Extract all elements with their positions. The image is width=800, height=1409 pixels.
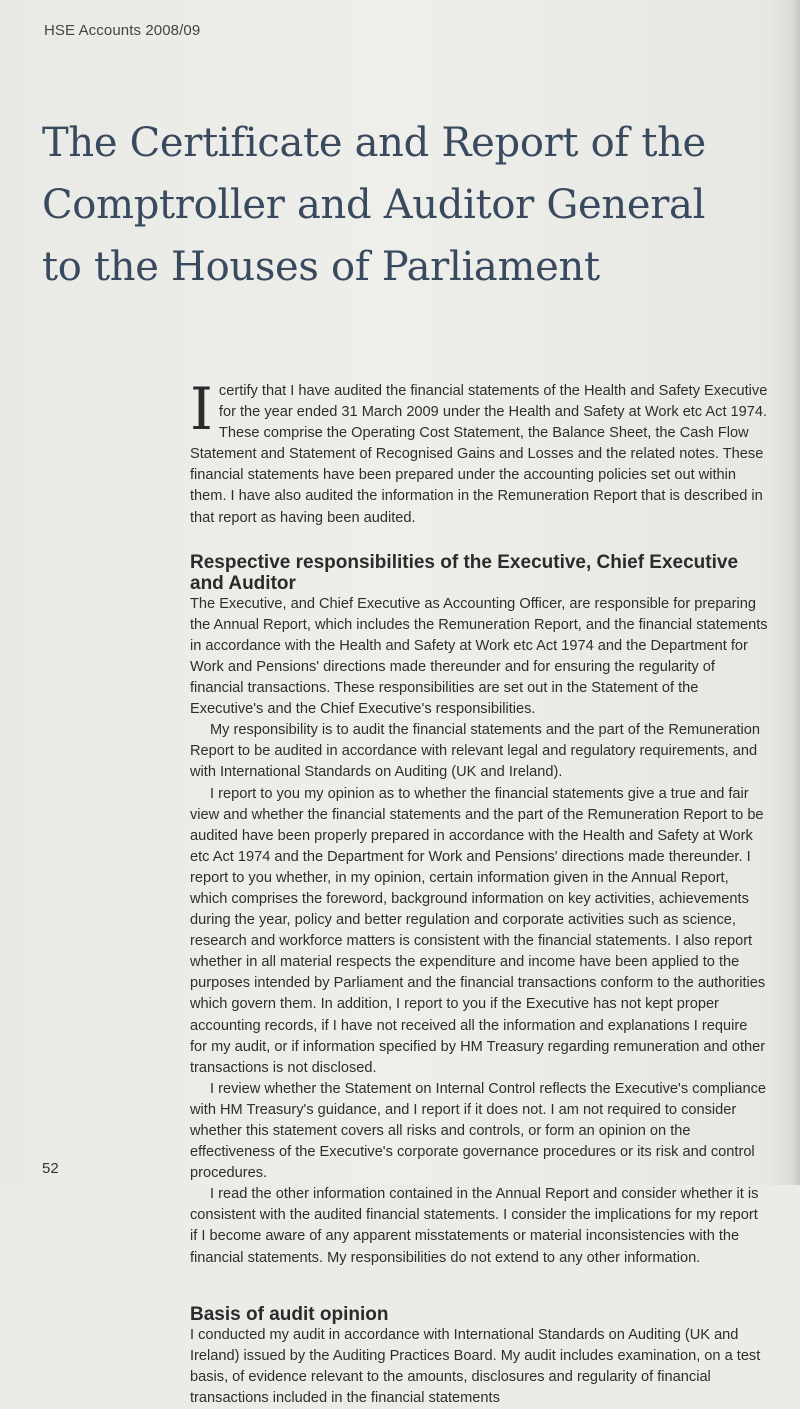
title-line-2: Comptroller and Auditor General bbox=[42, 182, 706, 228]
basis-paragraph-1: I conducted my audit in accordance with International Standards on Auditing (UK and Ireland) issued by the Auditing Practices Board. My audit includes examination, on a test basis, of evidence relevant to the amounts, disclosures and regularity of financial transactions included in the financial statements bbox=[190, 1326, 761, 1406]
responsibilities-paragraph-4: I review whether the Statement on Internal Control reflects the Executive's compliance with HM Treasury's guidance, and I report if it does not. I am not required to consider whether this statement covers all risks and controls, or form an opinion on the effectiveness of the Executive's corporate governance procedures or its risk and control procedures. bbox=[190, 1080, 767, 1182]
page-title bbox=[42, 112, 782, 298]
responsibilities-paragraph-5: I read the other information contained in the Annual Report and consider whether it is consistent with the audited financial statements. I consider the implications for my report if I become aware of any apparent misstatements or material inconsistencies with the financial statements. My responsibilities do not extend to any other information. bbox=[190, 1186, 759, 1266]
report-body bbox=[190, 375, 768, 1409]
intro-text: certify that I have audited the financial statements of the Health and Safety Executive for the year ended 31 March 2009 under the Health and Safety at Work etc Act 1974. These comprise the Operating Cost Statement, the Balance Sheet, the Cash Flow Statement and Statement of Recognised Gains and Losses and the related notes. These financial statements have been prepared under the accounting policies set out within them. I have also audited the information in the Remuneration Report that is described in that report as having been audited. bbox=[190, 383, 768, 526]
responsibilities-paragraph-3: I report to you my opinion as to whether the financial statements give a true and fair view and whether the financial statements and the part of the Remuneration Report to be audited have been properly prepared in accordance with the Health and Safety at Work etc Act 1974 and the Department for Work and Pensions' directions made thereunder. I report to you whether, in my opinion, certain information given in the Annual Report, which comprises the foreword, background information on key activities, achievements during the year, policy and better regulation and corporate activities such as science, research and workforce matters is consistent with the financial statements. I also report whether in all material respects the expenditure and income have been applied to the purposes intended by Parliament and the financial transactions conform to the authorities which govern them. In addition, I report to you if the Executive has not kept proper accounting records, if I have not received all the information and explanations I require for my audit, or if information specified by HM Treasury regarding remuneration and other transactions is not disclosed. bbox=[190, 785, 766, 1076]
responsibilities-paragraph-1: The Executive, and Chief Executive as Accounting Officer, are responsible for preparing the Annual Report, which includes the Remuneration Report, and the financial statements in accordance with the Health and Safety at Work etc Act 1974 and the Department for Work and Pensions' directions made thereunder and for ensuring the regularity of financial transactions. These responsibilities are set out in the Statement of the Executive's and the Chief Executive's responsibilities. bbox=[190, 595, 768, 718]
title-line-3: to the Houses of Parliament bbox=[42, 244, 600, 290]
title-line-1: The Certificate and Report of the bbox=[42, 120, 706, 166]
section-heading-basis-of-opinion: Basis of audit opinion bbox=[190, 1303, 389, 1325]
drop-cap: I bbox=[190, 375, 213, 443]
section-heading-responsibilities: Respective responsibilities of the Executive, Chief Executive and Auditor bbox=[190, 551, 739, 594]
responsibilities-paragraph-2: My responsibility is to audit the financial statements and the part of the Remuneration Report to be audited in accordance with relevant legal and regulatory requirements, and with International Standards on Auditing (UK and Ireland). bbox=[190, 722, 760, 781]
page-number: 52 bbox=[42, 1160, 59, 1177]
running-head: HSE Accounts 2008/09 bbox=[44, 22, 201, 39]
intro-paragraph bbox=[190, 375, 768, 529]
page-edge bbox=[792, 0, 800, 1185]
